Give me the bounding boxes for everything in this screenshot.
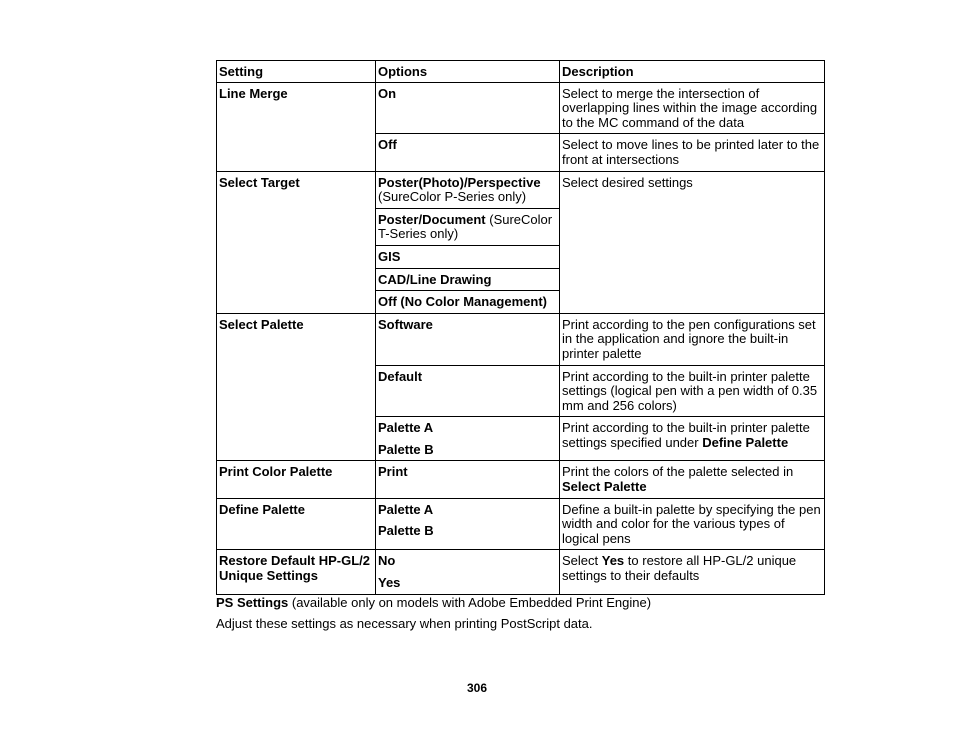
setting-line-merge: Line Merge xyxy=(217,82,376,171)
option-cad-line-drawing: CAD/Line Drawing xyxy=(376,268,560,291)
description-off: Select to move lines to be printed later to the front at intersections xyxy=(560,134,825,171)
table-row xyxy=(217,82,825,134)
description-restore-bold: Yes xyxy=(601,553,625,569)
settings-table xyxy=(216,60,825,595)
page-number: 306 xyxy=(466,681,488,695)
setting-select-palette: Select Palette xyxy=(217,313,376,461)
description-print-color-palette-text: Print the colors of the palette selected in xyxy=(562,464,794,480)
adjust-settings-text: Adjust these settings as necessary when printing PostScript data. xyxy=(216,616,593,631)
option-off: Off xyxy=(376,134,560,171)
option-gis: GIS xyxy=(376,245,560,268)
option-default: Default xyxy=(376,365,560,417)
description-select-target: Select desired settings xyxy=(560,171,825,313)
description-default: Print according to the built-in printer palette settings (logical pen with a pen width of 0.35 mm and 256 colors) xyxy=(560,365,825,417)
table-row xyxy=(217,461,825,498)
option-software: Software xyxy=(376,313,560,365)
description-on: Select to merge the intersection of overlapping lines within the image according to the MC command of the data xyxy=(560,82,825,134)
table-header-row xyxy=(217,61,825,83)
option-palette-a: Palette A xyxy=(378,420,434,436)
option-define-palette-a: Palette A xyxy=(378,501,434,517)
setting-print-color-palette: Print Color Palette xyxy=(217,461,376,498)
ps-settings-heading xyxy=(216,595,651,610)
description-print-color-palette-bold: Select Palette xyxy=(562,479,647,495)
column-header-setting: Setting xyxy=(217,61,376,83)
option-define-palette-b: Palette B xyxy=(378,523,434,539)
option-no: No xyxy=(378,553,396,569)
table-row xyxy=(217,171,825,208)
table-row xyxy=(217,550,825,594)
option-define-palette-a-b xyxy=(376,498,560,550)
option-poster-document-note: (SureColor T-Series only) xyxy=(378,211,553,242)
option-poster-document xyxy=(376,208,560,245)
option-on: On xyxy=(376,82,560,134)
setting-define-palette: Define Palette xyxy=(217,498,376,550)
option-poster-photo xyxy=(376,171,560,208)
description-restore-post: to restore all HP-GL/2 unique settings to their defaults xyxy=(562,553,797,584)
option-palette-b: Palette B xyxy=(378,441,434,457)
description-palette-a-b-text: Print according to the built-in printer palette settings specified under xyxy=(562,420,810,450)
option-poster-photo-note: (SureColor P-Series only) xyxy=(378,189,527,205)
option-off-no-color-management: Off (No Color Management) xyxy=(376,291,560,314)
setting-restore-default: Restore Default HP-GL/2 Unique Settings xyxy=(217,550,376,594)
option-palette-a-b xyxy=(376,417,560,461)
setting-select-target: Select Target xyxy=(217,171,376,313)
ps-settings-title: PS Settings xyxy=(216,595,289,610)
option-poster-photo-name: Poster(Photo)/Perspective xyxy=(378,174,541,190)
option-poster-document-name: Poster/Document xyxy=(378,211,486,227)
description-palette-a-b xyxy=(560,417,825,461)
table-row xyxy=(217,313,825,365)
option-print: Print xyxy=(376,461,560,498)
table-row xyxy=(217,498,825,550)
ps-settings-note: (available only on models with Adobe Embedded Print Engine) xyxy=(288,595,652,610)
description-restore-pre: Select xyxy=(562,553,602,569)
description-restore-default xyxy=(560,550,825,594)
column-header-description: Description xyxy=(560,61,825,83)
description-define-palette: Define a built-in palette by specifying the pen width and color for the various types of logical pens xyxy=(560,498,825,550)
column-header-options: Options xyxy=(376,61,560,83)
description-palette-a-b-bold: Define Palette xyxy=(702,434,789,450)
option-yes: Yes xyxy=(378,575,401,591)
description-print-color-palette xyxy=(560,461,825,498)
option-restore-no-yes xyxy=(376,550,560,594)
description-software: Print according to the pen configurations set in the application and ignore the built-in printer palette xyxy=(560,313,825,365)
